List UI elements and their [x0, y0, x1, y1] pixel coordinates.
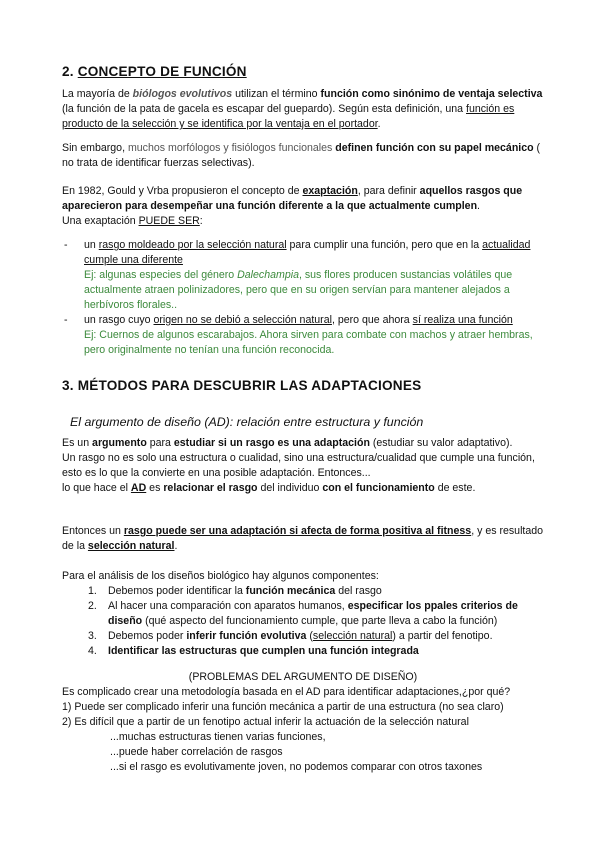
paragraph-funcion-definition: La mayoría de biólogos evolutivos utilizan el término función como sinónimo de ventaja selectiva (la función de la pata de gacela es escapar del guepardo). Según esta definición, una función es producto de la selección y se identifica por la ventaja en el portador.: [62, 88, 543, 130]
list-item: ...puede haber correlación de rasgos: [110, 746, 283, 758]
paragraph-exaptacion: En 1982, Gould y Vrba propusieron el concepto de exaptación, para definir aquellos rasgos que aparecieron para desempeñar una función diferente a la que actualmente cumplen. Una exaptación PUEDE SER:: [62, 185, 523, 227]
list-item: 3. Debemos poder inferir función evolutiva (selección natural) a partir del fenotipo.: [88, 630, 493, 642]
section-2-heading: 2. CONCEPTO DE FUNCIÓN: [62, 64, 247, 79]
list-item: 1. Debemos poder identificar la función mecánica del rasgo: [88, 585, 382, 597]
list-item: 2. Al hacer una comparación con aparatos humanos, especificar los ppales criterios de diseño (qué aspecto del funcionamiento cumple, que parte lleva a cabo la función): [88, 600, 518, 627]
paragraph-componentes-intro: Para el análisis de los diseños biológico hay algunos componentes:: [62, 570, 379, 582]
subheading-argumento-diseno: El argumento de diseño (AD): relación entre estructura y función: [70, 415, 424, 429]
list-item: ...muchas estructuras tienen varias funciones,: [110, 731, 326, 743]
section-3-heading: 3. MÉTODOS PARA DESCUBRIR LAS ADAPTACIONES: [62, 378, 422, 393]
problems-heading: (PROBLEMAS DEL ARGUMENTO DE DISEÑO): [188, 671, 418, 683]
list-item: ...si el rasgo es evolutivamente joven, no podemos comparar con otros taxones: [110, 761, 483, 773]
paragraph-argumento: Es un argumento para estudiar si un rasgo es una adaptación (estudiar su valor adaptativo). Un rasgo no es solo una estructura o cualidad, sino una estructura/cualidad que cumple una función, esto es lo que la convierte en una posible adaptación. Entonces... lo que hace el AD es relacionar el rasgo del individuo con el funcionamiento de este.: [62, 437, 535, 494]
paragraph-adaptacion-fitness: Entonces un rasgo puede ser una adaptación si afecta de forma positiva al fitness, y es resultado de la selección natural.: [62, 525, 544, 552]
paragraph-problems: Es complicado crear una metodología basada en el AD para identificar adaptaciones,¿por qué? 1) Puede ser complicado inferir una función mecánica a partir de una estructura (no sea claro) 2) Es difícil que a partir de un fenotipo actual inferir la actuación de la selección natural: [62, 686, 511, 728]
paragraph-morfologos: Sin embargo, muchos morfólogos y fisiólogos funcionales definen función con su papel mecánico ( no trata de identificar fuerzas selectivas).: [62, 142, 541, 169]
components-list: [88, 584, 544, 659]
problems-sublist: [110, 730, 544, 775]
list-item: 4. Identificar las estructuras que cumplen una función integrada: [88, 645, 419, 657]
